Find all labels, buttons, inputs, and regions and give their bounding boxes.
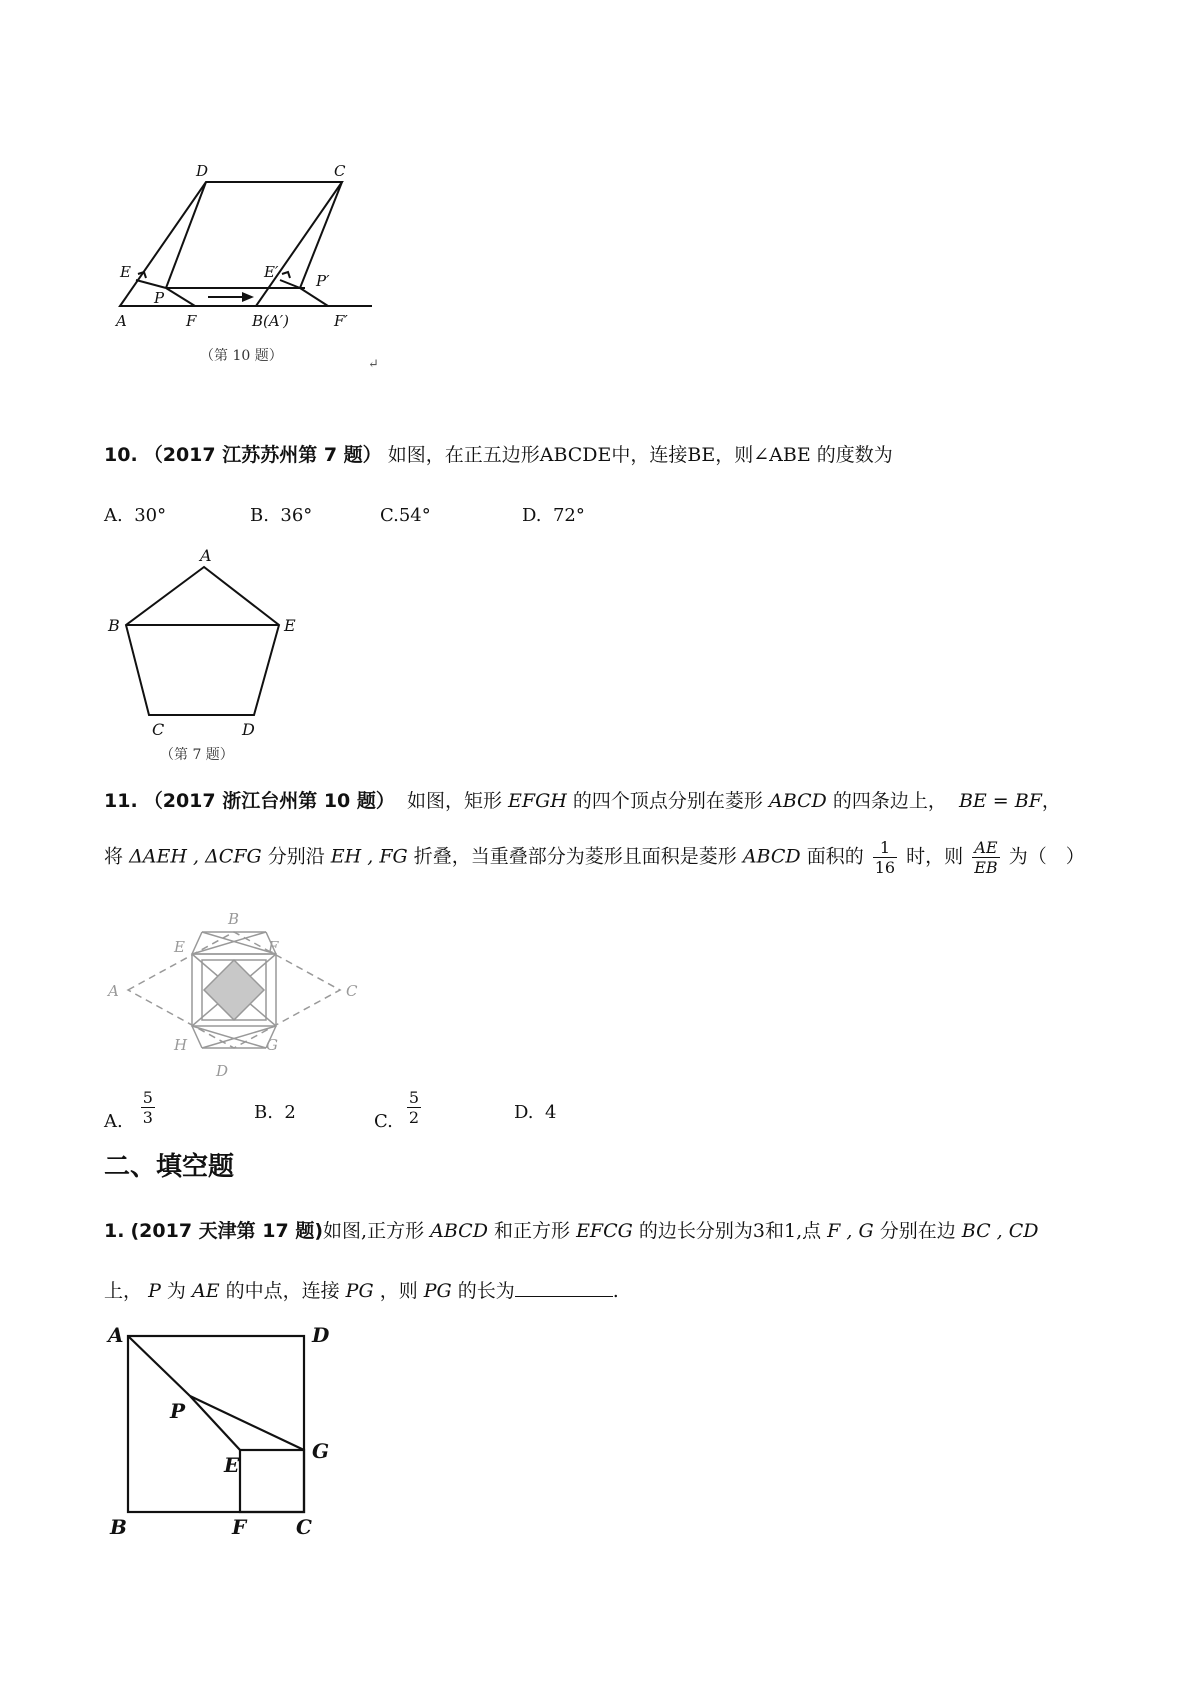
label-A: A [108, 982, 119, 1000]
fill-question-1-line-2 [104, 1276, 619, 1306]
text-segment: 如图，矩形 [406, 790, 502, 812]
text-segment: 面积的 [806, 845, 864, 868]
math-rect: EFGH [508, 790, 567, 812]
math-point-P: P [148, 1280, 161, 1302]
right-angle-mark-E2 [282, 272, 290, 278]
option-d: D. 72° [522, 505, 585, 526]
text-segment: 的四个顶点分别在菱形 [572, 790, 763, 812]
question-source: (2017 天津第 17 题) [130, 1220, 324, 1242]
label-B: B [108, 616, 120, 635]
option-c: C.54° [380, 505, 431, 526]
question-source: （2017 浙江台州第 10 题） [143, 790, 395, 812]
math-fold-lines: EH , FG [330, 845, 408, 868]
label-C: C [152, 720, 165, 739]
segment-E2-P2 [280, 280, 300, 288]
label-G: G [266, 1036, 278, 1054]
figure-caption: （第 7 题） [160, 747, 234, 763]
figure-caption: （第 10 题） [200, 348, 283, 364]
label-E: E [284, 616, 296, 635]
segment-EP [136, 280, 166, 288]
math-segment-AE: AE [191, 1280, 220, 1302]
fraction-one-sixteenth: $\frac{1}{16}$ [874, 838, 896, 877]
label-C: C [334, 162, 346, 180]
option-c: C. $\frac{5}{2}$ [374, 1088, 420, 1132]
label-P2: P′ [316, 272, 330, 290]
text-segment: . [612, 1280, 619, 1302]
option-b: B. 36° [250, 505, 313, 526]
label-G: G [312, 1439, 330, 1463]
figure-rhombus-rectangle [108, 900, 408, 1100]
label-E: E [174, 938, 185, 956]
label-P: P [154, 289, 165, 307]
label-B-A2: B(A′) [252, 312, 289, 330]
question-text: 如图，在正五边形ABCDE中，连接BE，则∠ABE 的度数为 [387, 444, 893, 466]
figure-translation-parallelogram [116, 162, 410, 400]
square-EFCG [240, 1450, 304, 1512]
segment-PF [166, 288, 195, 306]
question-number: 11. [104, 790, 138, 812]
label-F: F [232, 1515, 247, 1539]
math-rhombus: ABCD [742, 845, 801, 868]
question-number: 1. [104, 1220, 125, 1242]
label-A: A [116, 312, 127, 330]
text-segment: 为（ ） [1008, 845, 1085, 868]
label-A: A [200, 546, 212, 565]
text-segment: 分别沿 [267, 845, 325, 868]
label-D: D [196, 162, 209, 180]
figure-squares [104, 1322, 344, 1542]
label-D: D [216, 1062, 229, 1080]
text-segment: 为 [166, 1280, 186, 1302]
label-C: C [296, 1515, 312, 1539]
label-A: A [108, 1323, 124, 1347]
question-11-line-1 [104, 786, 1061, 816]
fraction-ae-eb: $\frac{AE}{EB}$ [974, 838, 998, 877]
text-segment: 的边长分别为3和1,点 [638, 1220, 822, 1242]
figure-pentagon [104, 545, 304, 765]
segment-DP [166, 182, 206, 288]
math-square-1: ABCD [430, 1220, 488, 1242]
option-a: A. $\frac{5}{3}$ [104, 1088, 153, 1132]
segment-AP [128, 1336, 190, 1396]
question-number: 10. [104, 444, 138, 466]
math-equation: BE = BF [958, 790, 1042, 812]
math-square-2: EFCG [576, 1220, 633, 1242]
text-segment: 分别在边 [879, 1220, 956, 1242]
math-rhombus: ABCD [768, 790, 827, 812]
label-F: F [268, 938, 279, 956]
question-10 [104, 440, 893, 470]
section-title: 二、填空题 [104, 1152, 235, 1182]
label-B: B [110, 1515, 127, 1539]
label-C: C [346, 982, 358, 1000]
text-segment: ，则 [379, 1280, 418, 1302]
text-segment: 将 [104, 845, 124, 868]
shaded-overlap-rhombus [204, 960, 264, 1020]
return-mark-icon: ↵ [368, 357, 379, 372]
text-segment: 和正方形 [494, 1220, 571, 1242]
math-sides: BC , CD [961, 1220, 1039, 1242]
text-segment: 的长为 [457, 1280, 515, 1302]
math-points: F , G [827, 1220, 874, 1242]
label-B: B [228, 910, 240, 928]
option-a: A. 30° [104, 505, 167, 526]
label-E2: E′ [264, 263, 279, 281]
label-F2: F′ [334, 312, 348, 330]
text-segment: 的中点，连接 [225, 1280, 340, 1302]
math-segment-PG: PG [345, 1280, 374, 1302]
label-E: E [120, 263, 131, 281]
label-H: H [174, 1036, 188, 1054]
answer-blank[interactable] [515, 1276, 613, 1297]
text-segment: 如图,正方形 [323, 1220, 425, 1242]
segment-P2-F2 [300, 288, 328, 306]
label-D: D [242, 720, 255, 739]
label-E: E [224, 1453, 240, 1477]
text-segment: 的四条边上， [832, 790, 947, 812]
text-segment: 时，则 [906, 845, 964, 868]
text-segment: 折叠，当重叠部分为菱形且面积是菱形 [413, 845, 737, 868]
segment-PG [190, 1396, 304, 1450]
question-source: （2017 江苏苏州第 7 题） [143, 444, 382, 466]
fill-question-1-line-1 [104, 1216, 1039, 1246]
text-segment: ， [1041, 790, 1061, 812]
text-segment: 上， [104, 1280, 143, 1302]
arrow-head-icon [242, 292, 254, 302]
math-triangles: ΔAEH , ΔCFG [129, 845, 262, 868]
pentagon-ABCDE [126, 567, 279, 715]
question-11-line-2 [104, 838, 1085, 877]
segment-PE [190, 1396, 240, 1450]
label-P: P [170, 1399, 186, 1423]
option-b: B. 2 [254, 1102, 296, 1123]
math-segment-PG: PG [423, 1280, 452, 1302]
option-d: D. 4 [514, 1102, 557, 1123]
label-D: D [312, 1323, 330, 1347]
label-F: F [186, 312, 197, 330]
